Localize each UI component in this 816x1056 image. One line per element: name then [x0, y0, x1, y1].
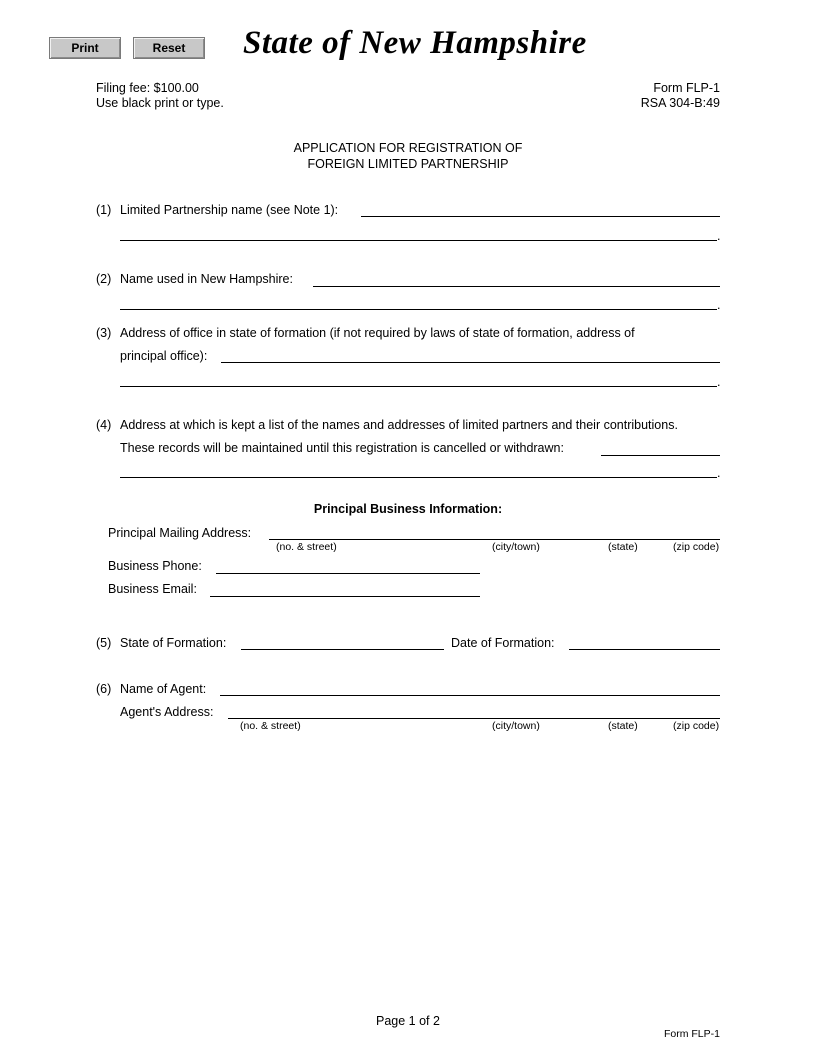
period-mark: .	[717, 229, 721, 243]
reset-button[interactable]: Reset	[133, 37, 205, 59]
caption-zip: (zip code)	[673, 541, 720, 553]
caption-street: (no. & street)	[240, 720, 301, 732]
business-phone-input[interactable]	[216, 557, 480, 573]
statute-ref: RSA 304-B:49	[640, 96, 720, 110]
nh-name-input[interactable]	[313, 270, 720, 286]
office-address-input[interactable]	[221, 346, 720, 362]
principal-office-label: principal office):	[120, 349, 208, 363]
agent-address-line	[228, 718, 720, 719]
mailing-address-label: Principal Mailing Address:	[108, 526, 252, 540]
caption-state: (state)	[608, 720, 638, 732]
doc-title-line1: APPLICATION FOR REGISTRATION OF	[293, 141, 523, 155]
item-number-2: (2)	[96, 272, 112, 286]
item-number-6: (6)	[96, 682, 112, 696]
records-address-input[interactable]	[601, 439, 720, 455]
partnership-name-label: Limited Partnership name (see Note 1):	[120, 203, 339, 217]
instruction-text: Use black print or type.	[96, 96, 224, 110]
agent-name-input[interactable]	[220, 679, 720, 695]
caption-zip: (zip code)	[673, 720, 720, 732]
caption-state: (state)	[608, 541, 638, 553]
date-of-formation-line	[569, 649, 720, 650]
business-email-line	[210, 596, 480, 597]
item-number-4: (4)	[96, 418, 112, 432]
principal-business-heading: Principal Business Information:	[313, 502, 503, 516]
caption-city: (city/town)	[492, 541, 540, 553]
caption-street: (no. & street)	[276, 541, 337, 553]
mailing-address-line	[269, 539, 720, 540]
state-of-formation-input[interactable]	[241, 633, 444, 649]
business-phone-label: Business Phone:	[108, 559, 202, 573]
date-of-formation-input[interactable]	[569, 633, 720, 649]
agent-address-input[interactable]	[228, 702, 720, 718]
filing-fee: Filing fee: $100.00	[96, 81, 199, 95]
form-id: Form FLP-1	[653, 81, 720, 95]
date-of-formation-label: Date of Formation:	[451, 636, 555, 650]
state-of-formation-label: State of Formation:	[120, 636, 227, 650]
nh-name-input-2[interactable]	[120, 293, 717, 309]
records-address-line	[601, 455, 720, 456]
business-phone-line	[216, 573, 480, 574]
period-mark: .	[717, 298, 721, 312]
records-maintained-label: These records will be maintained until this registration is cancelled or withdrawn:	[120, 441, 564, 455]
agent-name-label: Name of Agent:	[120, 682, 207, 696]
office-address-line	[221, 362, 720, 363]
mailing-address-input[interactable]	[269, 523, 720, 539]
office-address-input-2[interactable]	[120, 370, 717, 386]
office-address-label: Address of office in state of formation (if not required by laws of state of formation, address of	[120, 326, 635, 340]
period-mark: .	[717, 466, 721, 480]
print-button[interactable]: Print	[49, 37, 121, 59]
item-number-1: (1)	[96, 203, 112, 217]
business-email-label: Business Email:	[108, 582, 197, 596]
partnership-name-input[interactable]	[361, 200, 720, 216]
nh-name-label: Name used in New Hampshire:	[120, 272, 293, 286]
nh-name-line-2	[120, 309, 717, 310]
agent-address-label: Agent's Address:	[120, 705, 214, 719]
period-mark: .	[717, 375, 721, 389]
agent-name-line	[220, 695, 720, 696]
business-email-input[interactable]	[210, 580, 480, 596]
item-number-5: (5)	[96, 636, 112, 650]
records-address-label: Address at which is kept a list of the names and addresses of limited partners and their contributions.	[120, 418, 678, 432]
page-title: State of New Hampshire	[243, 25, 587, 61]
partnership-name-input-2[interactable]	[120, 224, 717, 240]
page-number: Page 1 of 2	[376, 1014, 440, 1028]
partnership-name-line	[361, 216, 720, 217]
records-address-line-2	[120, 477, 717, 478]
nh-name-line	[313, 286, 720, 287]
state-of-formation-line	[241, 649, 444, 650]
footer-form-id: Form FLP-1	[663, 1028, 720, 1040]
office-address-line-2	[120, 386, 717, 387]
caption-city: (city/town)	[492, 720, 540, 732]
records-address-input-2[interactable]	[120, 461, 717, 477]
partnership-name-line-2	[120, 240, 717, 241]
doc-title-line2: FOREIGN LIMITED PARTNERSHIP	[307, 157, 509, 171]
item-number-3: (3)	[96, 326, 112, 340]
